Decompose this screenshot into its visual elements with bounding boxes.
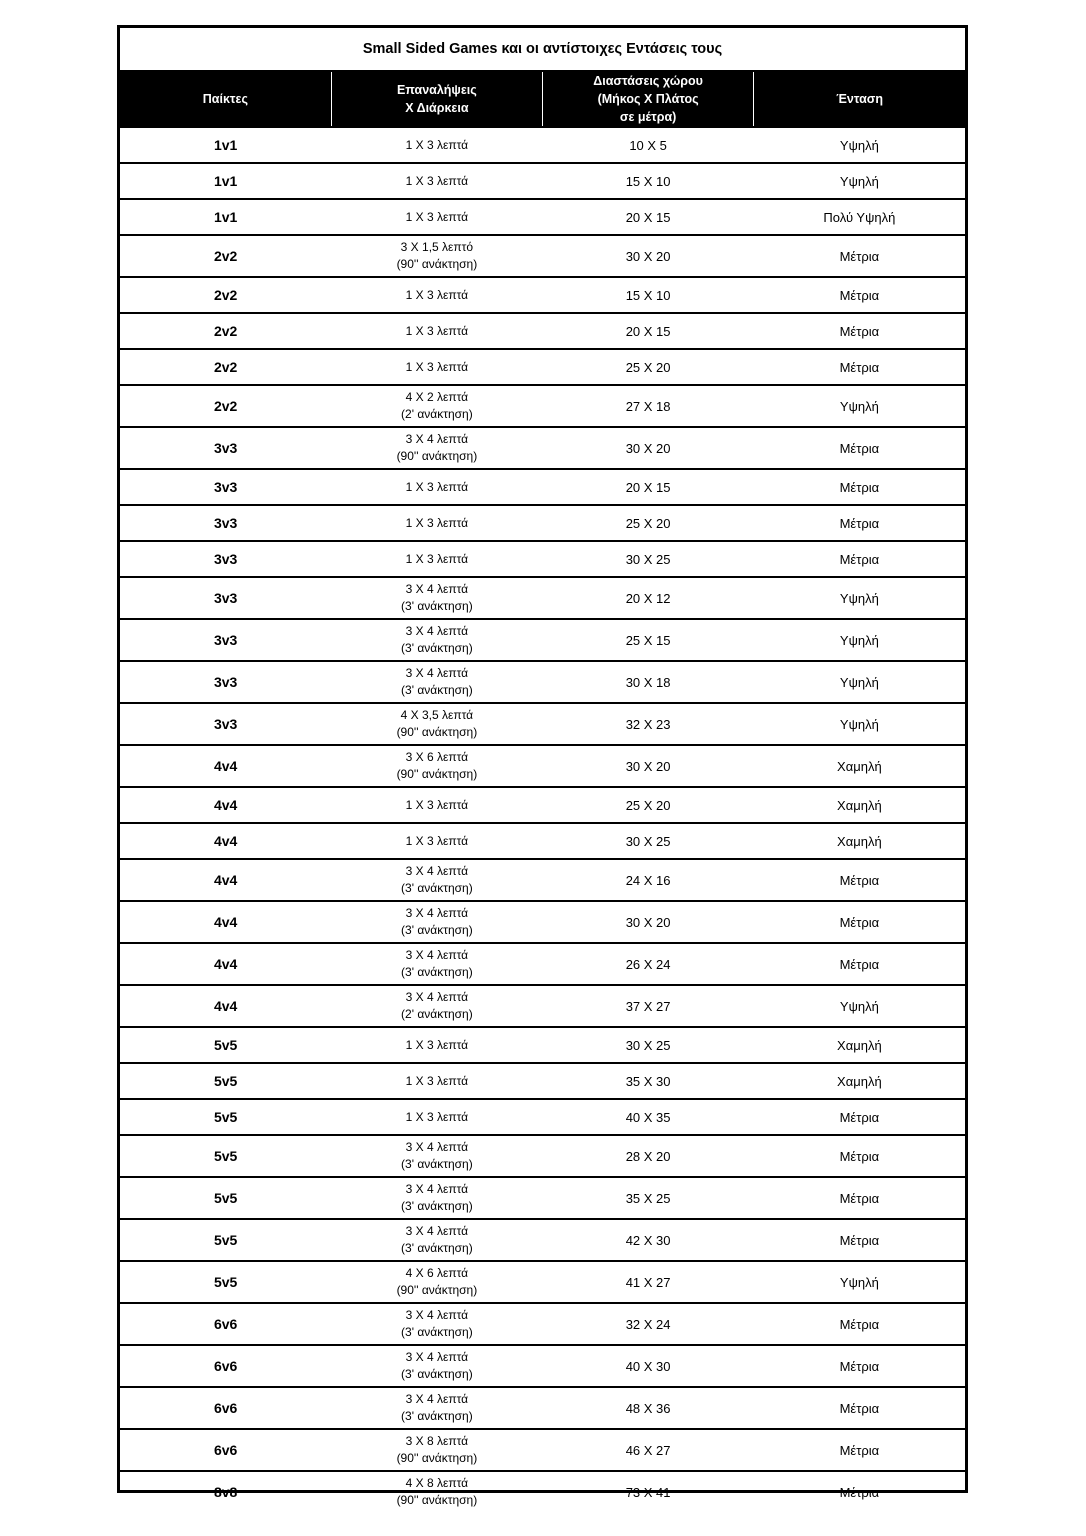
cell-reps bbox=[331, 313, 542, 349]
header-reps bbox=[331, 71, 542, 127]
cell-reps bbox=[331, 901, 542, 943]
cell-intensity: Υψηλή bbox=[754, 619, 965, 661]
header-dims bbox=[543, 71, 754, 127]
reps-duration: 3 Χ 4 λεπτά bbox=[405, 1140, 469, 1154]
reps-duration: 3 Χ 4 λεπτά bbox=[405, 1224, 469, 1238]
cell-reps bbox=[331, 661, 542, 703]
table-row bbox=[120, 1219, 965, 1261]
cell-reps bbox=[331, 859, 542, 901]
cell-players: 5v5 bbox=[120, 1261, 331, 1303]
cell-players: 3v3 bbox=[120, 577, 331, 619]
cell-dimensions: 73 Χ 41 bbox=[543, 1471, 754, 1512]
cell-reps bbox=[331, 385, 542, 427]
reps-duration: 3 Χ 4 λεπτά bbox=[405, 666, 469, 680]
reps-duration: 3 Χ 4 λεπτά bbox=[405, 432, 469, 446]
cell-intensity: Υψηλή bbox=[754, 703, 965, 745]
cell-players: 5v5 bbox=[120, 1177, 331, 1219]
table-row bbox=[120, 127, 965, 163]
cell-players: 2v2 bbox=[120, 385, 331, 427]
cell-dimensions: 35 Χ 25 bbox=[543, 1177, 754, 1219]
cell-players: 1v1 bbox=[120, 127, 331, 163]
cell-players: 3v3 bbox=[120, 541, 331, 577]
cell-players: 6v6 bbox=[120, 1303, 331, 1345]
cell-intensity: Χαμηλή bbox=[754, 823, 965, 859]
cell-dimensions: 46 Χ 27 bbox=[543, 1429, 754, 1471]
reps-rest: (2' ανάκτηση) bbox=[401, 407, 473, 421]
reps-duration: 3 Χ 4 λεπτά bbox=[405, 582, 469, 596]
table-row bbox=[120, 823, 965, 859]
reps-duration: 1 Χ 3 λεπτά bbox=[405, 137, 469, 152]
cell-intensity: Μέτρια bbox=[754, 1135, 965, 1177]
reps-rest: (3' ανάκτηση) bbox=[401, 1157, 473, 1171]
cell-intensity: Μέτρια bbox=[754, 1303, 965, 1345]
cell-reps bbox=[331, 619, 542, 661]
cell-intensity: Υψηλή bbox=[754, 985, 965, 1027]
reps-rest: (3' ανάκτηση) bbox=[401, 1367, 473, 1381]
reps-duration: 1 Χ 3 λεπτά bbox=[405, 797, 469, 812]
cell-dimensions: 20 Χ 12 bbox=[543, 577, 754, 619]
reps-rest: (3' ανάκτηση) bbox=[401, 683, 473, 697]
cell-intensity: Υψηλή bbox=[754, 577, 965, 619]
cell-dimensions: 25 Χ 15 bbox=[543, 619, 754, 661]
reps-duration: 3 Χ 4 λεπτά bbox=[405, 1392, 469, 1406]
cell-dimensions: 24 Χ 16 bbox=[543, 859, 754, 901]
table-row bbox=[120, 427, 965, 469]
cell-players: 2v2 bbox=[120, 313, 331, 349]
cell-intensity: Μέτρια bbox=[754, 943, 965, 985]
header-intensity: Ένταση bbox=[754, 71, 965, 127]
reps-duration: 1 Χ 3 λεπτά bbox=[405, 515, 469, 530]
table-row bbox=[120, 1387, 965, 1429]
reps-duration: 3 Χ 4 λεπτά bbox=[405, 906, 469, 920]
table-body bbox=[120, 127, 965, 1512]
table-row bbox=[120, 661, 965, 703]
reps-rest: (3' ανάκτηση) bbox=[401, 1241, 473, 1255]
cell-dimensions: 32 Χ 23 bbox=[543, 703, 754, 745]
cell-intensity: Υψηλή bbox=[754, 385, 965, 427]
reps-rest: (3' ανάκτηση) bbox=[401, 1199, 473, 1213]
cell-intensity: Υψηλή bbox=[754, 163, 965, 199]
cell-players: 4v4 bbox=[120, 745, 331, 787]
reps-rest: (3' ανάκτηση) bbox=[401, 1409, 473, 1423]
cell-dimensions: 10 Χ 5 bbox=[543, 127, 754, 163]
cell-reps bbox=[331, 943, 542, 985]
cell-reps bbox=[331, 1387, 542, 1429]
cell-dimensions: 37 Χ 27 bbox=[543, 985, 754, 1027]
cell-reps bbox=[331, 1135, 542, 1177]
cell-dimensions: 40 Χ 30 bbox=[543, 1345, 754, 1387]
cell-reps bbox=[331, 577, 542, 619]
table-row bbox=[120, 349, 965, 385]
reps-rest: (90'' ανάκτηση) bbox=[396, 767, 478, 781]
reps-duration: 3 Χ 4 λεπτά bbox=[405, 624, 469, 638]
cell-players: 5v5 bbox=[120, 1099, 331, 1135]
cell-dimensions: 30 Χ 18 bbox=[543, 661, 754, 703]
table-row bbox=[120, 1099, 965, 1135]
reps-duration: 1 Χ 3 λεπτά bbox=[405, 833, 469, 848]
cell-dimensions: 15 Χ 10 bbox=[543, 163, 754, 199]
cell-reps bbox=[331, 163, 542, 199]
cell-reps bbox=[331, 505, 542, 541]
reps-rest: (3' ανάκτηση) bbox=[401, 599, 473, 613]
cell-players: 3v3 bbox=[120, 619, 331, 661]
cell-intensity: Μέτρια bbox=[754, 541, 965, 577]
cell-dimensions: 30 Χ 25 bbox=[543, 541, 754, 577]
cell-reps bbox=[331, 1027, 542, 1063]
cell-players: 6v6 bbox=[120, 1429, 331, 1471]
table-row bbox=[120, 385, 965, 427]
cell-players: 4v4 bbox=[120, 823, 331, 859]
table-row bbox=[120, 235, 965, 277]
cell-reps bbox=[331, 787, 542, 823]
cell-dimensions: 40 Χ 35 bbox=[543, 1099, 754, 1135]
cell-intensity: Χαμηλή bbox=[754, 787, 965, 823]
cell-reps bbox=[331, 1063, 542, 1099]
table-row bbox=[120, 745, 965, 787]
table-row bbox=[120, 1345, 965, 1387]
reps-duration: 4 Χ 3,5 λεπτά bbox=[400, 708, 474, 722]
cell-intensity: Μέτρια bbox=[754, 1219, 965, 1261]
cell-intensity: Μέτρια bbox=[754, 313, 965, 349]
cell-dimensions: 20 Χ 15 bbox=[543, 199, 754, 235]
cell-intensity: Μέτρια bbox=[754, 901, 965, 943]
cell-reps bbox=[331, 349, 542, 385]
cell-intensity: Υψηλή bbox=[754, 1261, 965, 1303]
cell-players: 4v4 bbox=[120, 943, 331, 985]
cell-intensity: Μέτρια bbox=[754, 469, 965, 505]
cell-intensity: Μέτρια bbox=[754, 277, 965, 313]
cell-dimensions: 25 Χ 20 bbox=[543, 349, 754, 385]
cell-players: 5v5 bbox=[120, 1219, 331, 1261]
table-row bbox=[120, 1429, 965, 1471]
cell-dimensions: 30 Χ 20 bbox=[543, 427, 754, 469]
cell-intensity: Μέτρια bbox=[754, 1429, 965, 1471]
table-row bbox=[120, 313, 965, 349]
reps-duration: 1 Χ 3 λεπτά bbox=[405, 209, 469, 224]
table-row bbox=[120, 199, 965, 235]
cell-intensity: Μέτρια bbox=[754, 1471, 965, 1512]
reps-duration: 3 Χ 8 λεπτά bbox=[405, 1434, 469, 1448]
header-dims-line2: (Μήκος Χ Πλάτος bbox=[597, 92, 699, 106]
reps-rest: (90'' ανάκτηση) bbox=[396, 1283, 478, 1297]
cell-intensity: Μέτρια bbox=[754, 505, 965, 541]
reps-duration: 1 Χ 3 λεπτά bbox=[405, 479, 469, 494]
header-dims-line1: Διαστάσεις χώρου bbox=[593, 74, 703, 88]
cell-reps bbox=[331, 1303, 542, 1345]
cell-intensity: Μέτρια bbox=[754, 859, 965, 901]
cell-reps bbox=[331, 703, 542, 745]
cell-intensity: Χαμηλή bbox=[754, 745, 965, 787]
cell-reps bbox=[331, 1177, 542, 1219]
table-row bbox=[120, 1177, 965, 1219]
cell-players: 3v3 bbox=[120, 703, 331, 745]
cell-intensity: Πολύ Υψηλή bbox=[754, 199, 965, 235]
reps-rest: (90'' ανάκτηση) bbox=[396, 449, 478, 463]
cell-dimensions: 26 Χ 24 bbox=[543, 943, 754, 985]
table-row bbox=[120, 577, 965, 619]
cell-reps bbox=[331, 427, 542, 469]
cell-reps bbox=[331, 277, 542, 313]
table-row bbox=[120, 505, 965, 541]
table-row bbox=[120, 1027, 965, 1063]
table-row bbox=[120, 901, 965, 943]
cell-reps bbox=[331, 1345, 542, 1387]
reps-duration: 4 Χ 6 λεπτά bbox=[405, 1266, 469, 1280]
reps-rest: (2' ανάκτηση) bbox=[401, 1007, 473, 1021]
cell-players: 4v4 bbox=[120, 985, 331, 1027]
table-row bbox=[120, 787, 965, 823]
cell-dimensions: 20 Χ 15 bbox=[543, 469, 754, 505]
sessions-table-frame bbox=[117, 25, 968, 1507]
cell-players: 6v6 bbox=[120, 1387, 331, 1429]
reps-duration: 1 Χ 3 λεπτά bbox=[405, 1073, 469, 1088]
reps-duration: 1 Χ 3 λεπτά bbox=[405, 173, 469, 188]
table-row bbox=[120, 619, 965, 661]
table-row bbox=[120, 703, 965, 745]
cell-reps bbox=[331, 541, 542, 577]
cell-players: 6v6 bbox=[120, 1345, 331, 1387]
cell-dimensions: 41 Χ 27 bbox=[543, 1261, 754, 1303]
cell-dimensions: 20 Χ 15 bbox=[543, 313, 754, 349]
cell-dimensions: 30 Χ 25 bbox=[543, 823, 754, 859]
cell-dimensions: 48 Χ 36 bbox=[543, 1387, 754, 1429]
cell-players: 3v3 bbox=[120, 661, 331, 703]
cell-reps bbox=[331, 745, 542, 787]
reps-rest: (3' ανάκτηση) bbox=[401, 641, 473, 655]
cell-dimensions: 30 Χ 20 bbox=[543, 235, 754, 277]
cell-players: 4v4 bbox=[120, 901, 331, 943]
cell-players: 4v4 bbox=[120, 787, 331, 823]
cell-intensity: Υψηλή bbox=[754, 661, 965, 703]
reps-rest: (3' ανάκτηση) bbox=[401, 923, 473, 937]
reps-duration: 1 Χ 3 λεπτά bbox=[405, 551, 469, 566]
cell-players: 3v3 bbox=[120, 427, 331, 469]
table-row bbox=[120, 1471, 965, 1512]
cell-dimensions: 27 Χ 18 bbox=[543, 385, 754, 427]
cell-players: 5v5 bbox=[120, 1063, 331, 1099]
cell-reps bbox=[331, 235, 542, 277]
reps-duration: 3 Χ 4 λεπτά bbox=[405, 864, 469, 878]
cell-dimensions: 25 Χ 20 bbox=[543, 505, 754, 541]
cell-dimensions: 15 Χ 10 bbox=[543, 277, 754, 313]
cell-intensity: Χαμηλή bbox=[754, 1063, 965, 1099]
table-title: Small Sided Games και οι αντίστοιχες Εντάσεις τους bbox=[120, 28, 965, 71]
cell-reps bbox=[331, 1219, 542, 1261]
cell-reps bbox=[331, 469, 542, 505]
header-reps-line1: Επαναλήψεις bbox=[396, 83, 477, 97]
reps-rest: (90'' ανάκτηση) bbox=[396, 725, 478, 739]
cell-intensity: Μέτρια bbox=[754, 349, 965, 385]
reps-duration: 1 Χ 3 λεπτά bbox=[405, 359, 469, 374]
header-reps-line2: Χ Διάρκεια bbox=[405, 101, 469, 115]
cell-reps bbox=[331, 127, 542, 163]
table-row bbox=[120, 1135, 965, 1177]
reps-duration: 3 Χ 4 λεπτά bbox=[405, 1350, 469, 1364]
table-row bbox=[120, 163, 965, 199]
reps-rest: (3' ανάκτηση) bbox=[401, 965, 473, 979]
cell-reps bbox=[331, 1429, 542, 1471]
cell-players: 5v5 bbox=[120, 1027, 331, 1063]
reps-duration: 3 Χ 4 λεπτά bbox=[405, 1308, 469, 1322]
reps-rest: (90'' ανάκτηση) bbox=[396, 1493, 478, 1507]
cell-intensity: Μέτρια bbox=[754, 427, 965, 469]
reps-rest: (90'' ανάκτηση) bbox=[396, 257, 478, 271]
cell-dimensions: 30 Χ 20 bbox=[543, 745, 754, 787]
cell-reps bbox=[331, 823, 542, 859]
cell-players: 2v2 bbox=[120, 277, 331, 313]
table-row bbox=[120, 469, 965, 505]
cell-intensity: Χαμηλή bbox=[754, 1027, 965, 1063]
cell-reps bbox=[331, 1261, 542, 1303]
header-dims-line3: σε μέτρα) bbox=[619, 110, 677, 124]
cell-dimensions: 28 Χ 20 bbox=[543, 1135, 754, 1177]
cell-reps bbox=[331, 1099, 542, 1135]
cell-intensity: Υψηλή bbox=[754, 127, 965, 163]
reps-duration: 4 Χ 2 λεπτά bbox=[405, 390, 469, 404]
reps-duration: 1 Χ 3 λεπτά bbox=[405, 1109, 469, 1124]
reps-duration: 3 Χ 6 λεπτά bbox=[405, 750, 469, 764]
cell-dimensions: 30 Χ 25 bbox=[543, 1027, 754, 1063]
reps-duration: 1 Χ 3 λεπτά bbox=[405, 1037, 469, 1052]
reps-duration: 3 Χ 1,5 λεπτό bbox=[400, 240, 474, 254]
cell-players: 8v8 bbox=[120, 1471, 331, 1512]
cell-players: 3v3 bbox=[120, 505, 331, 541]
cell-reps bbox=[331, 985, 542, 1027]
table-row bbox=[120, 1303, 965, 1345]
cell-intensity: Μέτρια bbox=[754, 235, 965, 277]
cell-dimensions: 42 Χ 30 bbox=[543, 1219, 754, 1261]
table-row bbox=[120, 943, 965, 985]
header-players: Παίκτες bbox=[120, 71, 331, 127]
sessions-table bbox=[120, 28, 965, 1512]
table-row bbox=[120, 277, 965, 313]
reps-rest: (90'' ανάκτηση) bbox=[396, 1451, 478, 1465]
table-row bbox=[120, 1063, 965, 1099]
cell-players: 3v3 bbox=[120, 469, 331, 505]
cell-dimensions: 30 Χ 20 bbox=[543, 901, 754, 943]
table-row bbox=[120, 859, 965, 901]
cell-dimensions: 32 Χ 24 bbox=[543, 1303, 754, 1345]
cell-reps bbox=[331, 1471, 542, 1512]
table-row bbox=[120, 1261, 965, 1303]
reps-duration: 3 Χ 4 λεπτά bbox=[405, 1182, 469, 1196]
cell-intensity: Μέτρια bbox=[754, 1345, 965, 1387]
table-row bbox=[120, 541, 965, 577]
header-row bbox=[120, 71, 965, 127]
cell-players: 5v5 bbox=[120, 1135, 331, 1177]
table-row bbox=[120, 985, 965, 1027]
reps-duration: 1 Χ 3 λεπτά bbox=[405, 287, 469, 302]
cell-dimensions: 35 Χ 30 bbox=[543, 1063, 754, 1099]
reps-rest: (3' ανάκτηση) bbox=[401, 881, 473, 895]
cell-players: 1v1 bbox=[120, 163, 331, 199]
reps-duration: 3 Χ 4 λεπτά bbox=[405, 990, 469, 1004]
reps-duration: 3 Χ 4 λεπτά bbox=[405, 948, 469, 962]
cell-intensity: Μέτρια bbox=[754, 1099, 965, 1135]
cell-dimensions: 25 Χ 20 bbox=[543, 787, 754, 823]
cell-intensity: Μέτρια bbox=[754, 1177, 965, 1219]
cell-players: 2v2 bbox=[120, 349, 331, 385]
reps-duration: 4 Χ 8 λεπτά bbox=[405, 1476, 469, 1490]
cell-intensity: Μέτρια bbox=[754, 1387, 965, 1429]
cell-players: 1v1 bbox=[120, 199, 331, 235]
reps-duration: 1 Χ 3 λεπτά bbox=[405, 323, 469, 338]
reps-rest: (3' ανάκτηση) bbox=[401, 1325, 473, 1339]
cell-reps bbox=[331, 199, 542, 235]
cell-players: 4v4 bbox=[120, 859, 331, 901]
cell-players: 2v2 bbox=[120, 235, 331, 277]
